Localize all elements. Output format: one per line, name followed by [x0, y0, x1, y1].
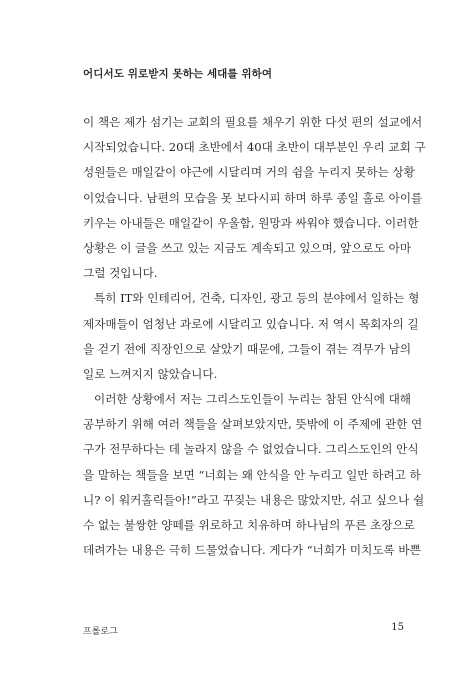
- paragraph-3-line-5: 니? 이 워커홀릭들아!”라고 꾸짖는 내용은 많았지만, 쉬고 싶으나 쉴: [83, 492, 425, 507]
- paragraph-2-line-4: 일로 느껴지지 않았습니다.: [83, 366, 218, 381]
- paragraph-1-line-5: 키우는 아내들은 매일같이 우울함, 원망과 싸워야 했습니다. 이러한: [83, 215, 419, 230]
- page-number: 15: [391, 622, 404, 633]
- paragraph-3-line-6: 수 없는 불쌍한 양떼를 위로하고 치유하며 하나님의 푸른 초장으로: [83, 518, 415, 532]
- paragraph-3-line-1: 이러한 상황에서 저는 그리스도인들이 누리는 참된 안식에 대해: [94, 392, 411, 407]
- paragraph-1-line-3: 성원들은 매일같이 야근에 시달리며 거의 쉼을 누리지 못하는 상황: [83, 165, 415, 180]
- body-text: [83, 110, 426, 563]
- paragraph-1-line-1: 이 책은 제가 섬기는 교회의 필요를 채우기 위한 다섯 편의 설교에서: [83, 115, 423, 129]
- paragraph-3-line-4: 을 말하는 책들을 보면 “너희는 왜 안식을 안 누리고 일만 하려고 하: [83, 467, 421, 482]
- paragraph-2-line-1: 특히 IT와 인테리어, 건축, 디자인, 광고 등의 분야에서 일하는 형: [94, 291, 420, 306]
- paragraph-1-line-2: 시작되었습니다. 20대 초반에서 40대 초반이 대부분인 우리 교회 구: [83, 140, 426, 155]
- paragraph-1-line-7: 그럴 것입니다.: [83, 266, 158, 281]
- paragraph-3-line-2: 공부하기 위해 여러 책들을 살펴보았지만, 뜻밖에 이 주제에 관한 연: [83, 417, 423, 432]
- running-title: 어디서도 위로받지 못하는 세대를 위하여: [83, 68, 273, 80]
- paragraph-1-line-4: 이었습니다. 남편의 모습을 못 보다시피 하며 하루 종일 홀로 아이를: [83, 190, 423, 205]
- paragraph-2-line-2: 제자매들이 엄청난 과로에 시달리고 있습니다. 저 역시 목회자의 길: [83, 316, 419, 331]
- paragraph-1-line-6: 상황은 이 글을 쓰고 있는 지금도 계속되고 있으며, 앞으로도 아마: [83, 240, 412, 255]
- paragraph-3-line-7: 데려가는 내용은 극히 드물었습니다. 게다가 “너희가 미치도록 바쁜: [83, 543, 421, 558]
- paragraph-3-line-3: 구가 전무하다는 데 놀라지 않을 수 없었습니다. 그리스도인의 안식: [83, 442, 419, 457]
- paragraph-2-line-3: 을 걷기 전에 직장인으로 살았기 때문에, 그들이 겪는 격무가 남의: [83, 341, 412, 356]
- section-label: 프롤로그: [83, 627, 118, 637]
